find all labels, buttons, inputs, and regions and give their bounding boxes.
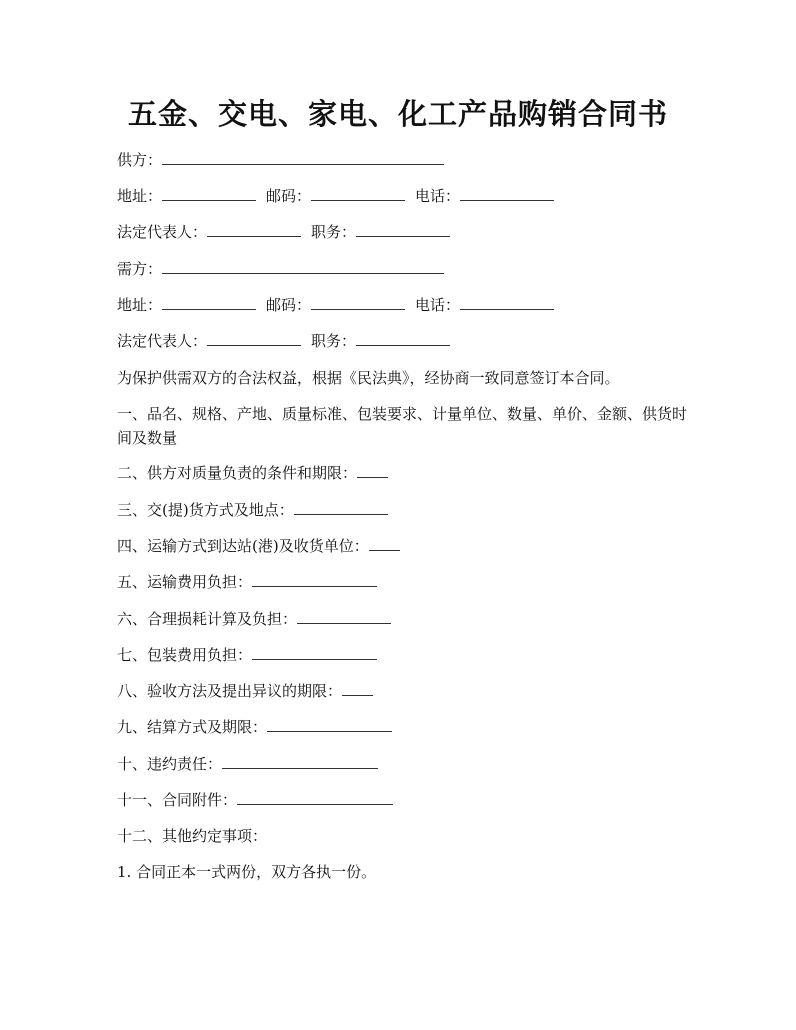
buyer-label: 需方：: [117, 260, 163, 278]
supplier-rep-row: [117, 221, 450, 243]
clause-2-field[interactable]: [357, 463, 388, 478]
clause-10-label: 十、违约责任：: [117, 755, 223, 773]
clause-10: [117, 753, 378, 775]
supplier-contact-row: [117, 185, 554, 207]
supplier-phone-field[interactable]: [460, 186, 554, 201]
buyer-phone-field[interactable]: [460, 295, 554, 310]
supplier-position-label: 职务：: [311, 223, 357, 241]
clause-6-field[interactable]: [297, 609, 391, 624]
buyer-rep-row: [117, 330, 450, 352]
clause-5-label: 五、运输费用负担：: [117, 573, 253, 591]
buyer-position-label: 职务：: [311, 332, 357, 350]
clause-6-label: 六、合理损耗计算及负担：: [117, 610, 298, 628]
clause-12-item-1: 1. 合同正本一式两份，双方各执一份。: [117, 863, 377, 881]
clause-6: [117, 608, 391, 630]
supplier-address-label: 地址：: [117, 187, 163, 205]
clause-4-field[interactable]: [369, 536, 400, 551]
clause-2-label: 二、供方对质量负责的条件和期限：: [117, 464, 358, 482]
intro-paragraph: 为保护供需双方的合法权益，根据《民法典》，经协商一致同意签订本合同。: [117, 369, 620, 387]
buyer-phone-label: 电话：: [415, 296, 461, 314]
clause-1: 一、品名、规格、产地、质量标准、包装要求、计量单位、数量、单价、金额、供货时间及数量: [117, 405, 688, 447]
supplier-position-field[interactable]: [356, 222, 450, 237]
clause-5: [117, 571, 377, 593]
supplier-label: 供方：: [117, 151, 163, 169]
buyer-contact-row: [117, 294, 554, 316]
buyer-position-field[interactable]: [356, 331, 450, 346]
buyer-postcode-label: 邮码：: [266, 296, 312, 314]
clause-11: [117, 789, 393, 811]
buyer-postcode-field[interactable]: [311, 295, 405, 310]
clause-10-field[interactable]: [222, 754, 378, 769]
supplier-postcode-label: 邮码：: [266, 187, 312, 205]
buyer-rep-label: 法定代表人：: [117, 332, 208, 350]
clause-4-label: 四、运输方式到达站(港)及收货单位：: [117, 537, 369, 555]
supplier-phone-label: 电话：: [415, 187, 461, 205]
supplier-address-field[interactable]: [162, 186, 256, 201]
supplier-name-field[interactable]: [162, 150, 444, 165]
buyer-row: [117, 258, 444, 280]
supplier-row: [117, 149, 444, 171]
clause-4: [117, 535, 400, 557]
clause-3: [117, 499, 388, 521]
clause-8-field[interactable]: [342, 681, 373, 696]
clause-7: [117, 644, 377, 666]
clause-8-label: 八、验收方法及提出异议的期限：: [117, 682, 343, 700]
clause-3-label: 三、交(提)货方式及地点：: [117, 501, 294, 519]
clause-7-label: 七、包装费用负担：: [117, 646, 253, 664]
clause-7-field[interactable]: [252, 645, 377, 660]
buyer-name-field[interactable]: [162, 259, 444, 274]
buyer-address-label: 地址：: [117, 296, 163, 314]
clause-12: 十二、其他约定事项：: [117, 827, 268, 845]
clause-9: [117, 716, 392, 738]
document-title: 五金、交电、家电、化工产品购销合同书: [127, 97, 668, 131]
supplier-postcode-field[interactable]: [311, 186, 405, 201]
clause-8: [117, 680, 373, 702]
supplier-rep-field[interactable]: [207, 222, 301, 237]
clause-9-label: 九、结算方式及期限：: [117, 718, 268, 736]
buyer-address-field[interactable]: [162, 295, 256, 310]
supplier-rep-label: 法定代表人：: [117, 223, 208, 241]
clause-3-field[interactable]: [294, 500, 388, 515]
clause-9-field[interactable]: [267, 717, 392, 732]
clause-11-field[interactable]: [237, 790, 393, 805]
clause-11-label: 十一、合同附件：: [117, 791, 238, 809]
clause-5-field[interactable]: [252, 572, 377, 587]
buyer-rep-field[interactable]: [207, 331, 301, 346]
clause-2: [117, 462, 388, 484]
